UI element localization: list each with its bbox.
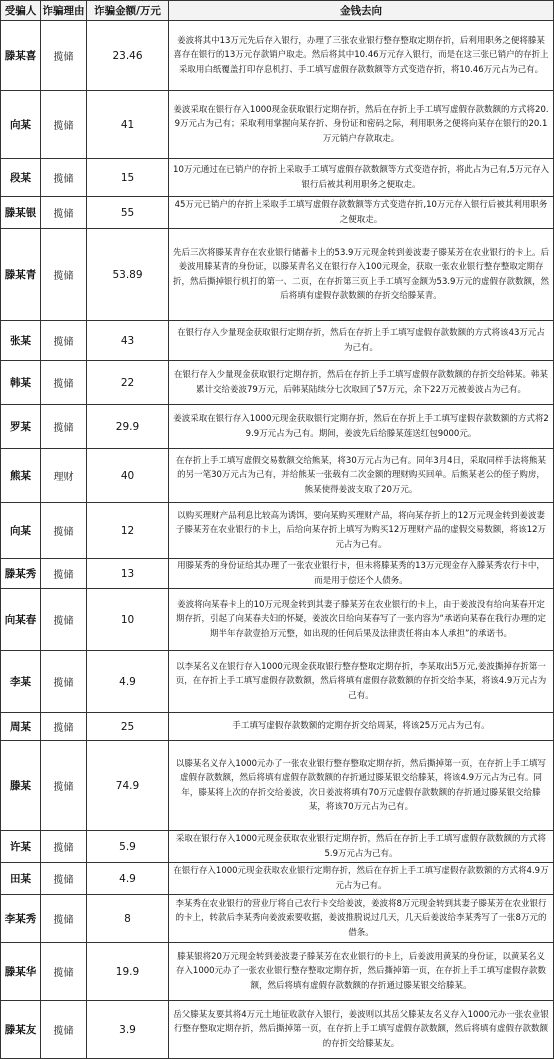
money-flow-cell: 在存折上手工填写虚假交易数额交给熊某，将30万元占为己有。同年3月4日，采取同样手法将熊某的另一笔30万元占为己有，并给熊某一张载有二次金额的理财购买回单。后熊某老公的侄子购房，熊某使得姜波支取了20万元。 bbox=[169, 449, 554, 503]
table-row bbox=[1, 589, 554, 651]
victim-name-cell: 滕某 bbox=[1, 741, 41, 831]
amount-cell: 3.9 bbox=[87, 1001, 169, 1059]
amount-cell: 4.9 bbox=[87, 863, 169, 895]
fraud-reason-cell: 揽储 bbox=[41, 21, 87, 91]
money-flow-cell: 45万元已销户的存折上采取手工填写虚假存款数额等方式变造存折,10万元存入银行后被其利用职务之便取走。 bbox=[169, 197, 554, 229]
amount-cell: 25 bbox=[87, 713, 169, 741]
table-row bbox=[1, 405, 554, 449]
fraud-reason-cell: 揽储 bbox=[41, 91, 87, 159]
fraud-reason-cell: 揽储 bbox=[41, 863, 87, 895]
amount-cell: 10 bbox=[87, 589, 169, 651]
fraud-reason-cell: 揽储 bbox=[41, 321, 87, 361]
amount-cell: 41 bbox=[87, 91, 169, 159]
victim-name-cell: 张某 bbox=[1, 321, 41, 361]
fraud-reason-cell: 理财 bbox=[41, 449, 87, 503]
money-flow-cell: 姜波将向某春卡上的10万元现金转到其妻子滕某芳在农业银行的卡上，由于姜波没有给向某春开定期存折，引起了向某春夫妇的怀疑，姜波次日给向某春写了一张内容为“承诺向某春在我行办理的定期半年存款壹拾万元整，如出现的任何后果及法律责任将由本人承担”的承诺书。 bbox=[169, 589, 554, 651]
table-row bbox=[1, 159, 554, 197]
fraud-reason-cell: 揽储 bbox=[41, 405, 87, 449]
victim-name-cell: 滕某银 bbox=[1, 197, 41, 229]
fraud-reason-cell: 揽储 bbox=[41, 741, 87, 831]
table-row bbox=[1, 91, 554, 159]
fraud-reason-cell: 揽储 bbox=[41, 943, 87, 1001]
table-row bbox=[1, 449, 554, 503]
victim-name-cell: 段某 bbox=[1, 159, 41, 197]
fraud-reason-cell: 揽储 bbox=[41, 651, 87, 713]
table-row bbox=[1, 197, 554, 229]
fraud-reason-cell: 揽储 bbox=[41, 229, 87, 321]
amount-cell: 53.89 bbox=[87, 229, 169, 321]
amount-cell: 5.9 bbox=[87, 831, 169, 863]
table-row bbox=[1, 741, 554, 831]
money-flow-cell: 滕某银将20万元现金转到姜波妻子滕某芳在农业银行的卡上，后姜波用黄某的身份证，以黄某名义存入1000元办了一张农业银行整存整取定期存折，然后撕掉第一页，在存折上手工填写虚假存款数额，然后将填有虚假存款数额的存折通过滕某银交给滕某。 bbox=[169, 943, 554, 1001]
victim-name-cell: 滕某华 bbox=[1, 943, 41, 1001]
money-flow-cell: 以滕某名义存入1000元办了一张农业银行整存整取定期存折，然后撕掉第一页，在存折上手工填写虚假存款数额，然后将填有虚假存款数额的存折通过滕某银交给滕某，将该4.9万元占为己有。同年，滕某将上次的存折交给姜波，次日姜波将填有70万元虚假存款数额的存折通过滕某银交给滕某，将该70万元占为己有。 bbox=[169, 741, 554, 831]
table-body bbox=[1, 21, 554, 1059]
money-flow-cell: 姜波采取在银行存入1000元现金获取银行定期存折，然后在存折上手工填写虚假存款数额的方式将29.9万元占为己有。期间，姜波先后给滕某莲送红包9000元。 bbox=[169, 405, 554, 449]
amount-cell: 43 bbox=[87, 321, 169, 361]
table-row bbox=[1, 651, 554, 713]
victim-name-cell: 李某秀 bbox=[1, 895, 41, 943]
victim-name-cell: 田某 bbox=[1, 863, 41, 895]
amount-cell: 29.9 bbox=[87, 405, 169, 449]
fraud-reason-cell: 揽储 bbox=[41, 559, 87, 589]
money-flow-cell: 姜波将其中13万元先后存入银行，办理了三张农业银行整存整取定期存折，后利用职务之便将滕某喜存在银行的13万元存款销户取走。然后将其中10.46万元存入银行，而是在这三张已销户的存折上采取用白纸覆盖打印存息机打、手工填写虚假存款数额等方式变造存折，将10.46万元占为己有。 bbox=[169, 21, 554, 91]
victim-name-cell: 向某 bbox=[1, 503, 41, 559]
victim-name-cell: 罗某 bbox=[1, 405, 41, 449]
victim-name-cell: 周某 bbox=[1, 713, 41, 741]
money-flow-cell: 10万元通过在已销户的存折上采取手工填写虚假存款数额等方式变造存折，将此占为己有,5万元存入银行后被其利用职务之便取走。 bbox=[169, 159, 554, 197]
table-row bbox=[1, 831, 554, 863]
victim-name-cell: 滕某友 bbox=[1, 1001, 41, 1059]
money-flow-cell: 手工填写虚假存款数额的定期存折交给周某，将该25万元占为己有。 bbox=[169, 713, 554, 741]
table-row bbox=[1, 361, 554, 405]
money-flow-cell: 姜波采取在银行存入1000现金获取银行定期存折，然后在存折上手工填写虚假存款数额的方式将20.9万元占为己有；采取利用掌握向某存折、身份证和密码之际，利用职务之便将向某存在银行的20.1万元销户存款取走。 bbox=[169, 91, 554, 159]
table-row bbox=[1, 863, 554, 895]
amount-cell: 13 bbox=[87, 559, 169, 589]
table-row bbox=[1, 895, 554, 943]
amount-cell: 4.9 bbox=[87, 651, 169, 713]
fraud-reason-cell: 揽储 bbox=[41, 713, 87, 741]
amount-cell: 40 bbox=[87, 449, 169, 503]
table-row bbox=[1, 229, 554, 321]
victim-name-cell: 李某 bbox=[1, 651, 41, 713]
fraud-reason-cell: 揽储 bbox=[41, 1001, 87, 1059]
money-flow-cell: 先后三次将滕某青存在农业银行储蓄卡上的53.9万元现金转到姜波妻子滕某芳在农业银行的卡上。后姜波用滕某青的身份证，以滕某青名义在银行存入100元现金，获取一张农业银行整存整取定期存折，然后撕掉银行机打的第一、二页，在存折第三页上手工填写金额为53.9万元的虚假存款数额，然后将填有虚假存款数额的存折交给滕某青。 bbox=[169, 229, 554, 321]
money-flow-cell: 在银行存入少量现金获取银行定期存折，然后在存折上手工填写虚假存款数额的存折交给韩某。韩某累计交给姜波79万元，后韩某陆续分七次取回了57万元，余下22万元被姜波占为己有。 bbox=[169, 361, 554, 405]
victim-name-cell: 韩某 bbox=[1, 361, 41, 405]
table-row bbox=[1, 503, 554, 559]
table-row bbox=[1, 559, 554, 589]
header-money-flow: 金钱去向 bbox=[169, 1, 554, 21]
header-victim: 受骗人 bbox=[1, 1, 41, 21]
money-flow-cell: 李某秀在农业银行的营业厅将自己农行卡交给姜波，姜波将8万元现金转到其妻子滕某芳在农业银行的卡上，转款后李某秀向姜波索要收据，姜波推脱说过几天，几天后姜波给李某秀写了一张8万元的借条。 bbox=[169, 895, 554, 943]
table-row bbox=[1, 713, 554, 741]
table-row bbox=[1, 943, 554, 1001]
amount-cell: 55 bbox=[87, 197, 169, 229]
amount-cell: 12 bbox=[87, 503, 169, 559]
fraud-reason-cell: 揽储 bbox=[41, 159, 87, 197]
fraud-reason-cell: 揽储 bbox=[41, 589, 87, 651]
money-flow-cell: 在银行存入少量现金获取银行定期存折，然后在存折上手工填写虚假存款数额的方式将该43万元占为己有。 bbox=[169, 321, 554, 361]
amount-cell: 19.9 bbox=[87, 943, 169, 1001]
victim-name-cell: 向某 bbox=[1, 91, 41, 159]
victim-name-cell: 许某 bbox=[1, 831, 41, 863]
money-flow-cell: 以购买理财产品利息比较高为诱饵，要向某购买理财产品，将向某存折上的12万元现金转到姜波妻子滕某芳在农业银行的卡上，后给向某存折上填写为购买12万理财产品的虚假交易数额，将该12万元占为己有。 bbox=[169, 503, 554, 559]
victim-name-cell: 滕某秀 bbox=[1, 559, 41, 589]
amount-cell: 22 bbox=[87, 361, 169, 405]
money-flow-cell: 用滕某秀的身份证给其办理了一张农业银行卡，但未将滕某秀的13万元现金存入滕某秀农行卡中，而是用于偿还个人债务。 bbox=[169, 559, 554, 589]
amount-cell: 74.9 bbox=[87, 741, 169, 831]
amount-cell: 15 bbox=[87, 159, 169, 197]
money-flow-cell: 采取在银行存入1000元现金获取农业银行定期存折，然后在存折上手工填写虚假存款数额的方式将5.9万元占为己有。 bbox=[169, 831, 554, 863]
victim-name-cell: 滕某青 bbox=[1, 229, 41, 321]
header-amount: 诈骗金额/万元 bbox=[87, 1, 169, 21]
fraud-reason-cell: 揽储 bbox=[41, 503, 87, 559]
money-flow-cell: 岳父滕某友要其将4万元土地征收款存入银行，姜波则以其岳父滕某友名义存入1000元办一张农业银行整存整取定期存折，然后撕掉第一页，在存折上手工填写虚假存款数额，然后将填有虚假存款数额的存折交给滕某友。 bbox=[169, 1001, 554, 1059]
amount-cell: 23.46 bbox=[87, 21, 169, 91]
fraud-reason-cell: 揽储 bbox=[41, 197, 87, 229]
table-row bbox=[1, 21, 554, 91]
victim-name-cell: 向某春 bbox=[1, 589, 41, 651]
money-flow-cell: 以李某名义在银行存入1000元现金获取银行整存整取定期存折，李某取出5万元,姜波撕掉存折第一页，在存折上手工填写虚假存款数额，然后将填有虚假存款数额的存折交给李某，将该4.9万元占为己有。 bbox=[169, 651, 554, 713]
fraud-reason-cell: 揽储 bbox=[41, 361, 87, 405]
table-header-row bbox=[1, 1, 554, 21]
table-row bbox=[1, 321, 554, 361]
money-flow-cell: 在银行存入1000元现金获取农业银行定期存折，然后在存折上手工填写虚假存款数额的方式将4.9万元占为己有。 bbox=[169, 863, 554, 895]
header-reason: 诈骗理由 bbox=[41, 1, 87, 21]
victim-name-cell: 滕某喜 bbox=[1, 21, 41, 91]
victim-name-cell: 熊某 bbox=[1, 449, 41, 503]
fraud-reason-cell: 揽储 bbox=[41, 831, 87, 863]
fraud-reason-cell: 揽储 bbox=[41, 895, 87, 943]
amount-cell: 8 bbox=[87, 895, 169, 943]
